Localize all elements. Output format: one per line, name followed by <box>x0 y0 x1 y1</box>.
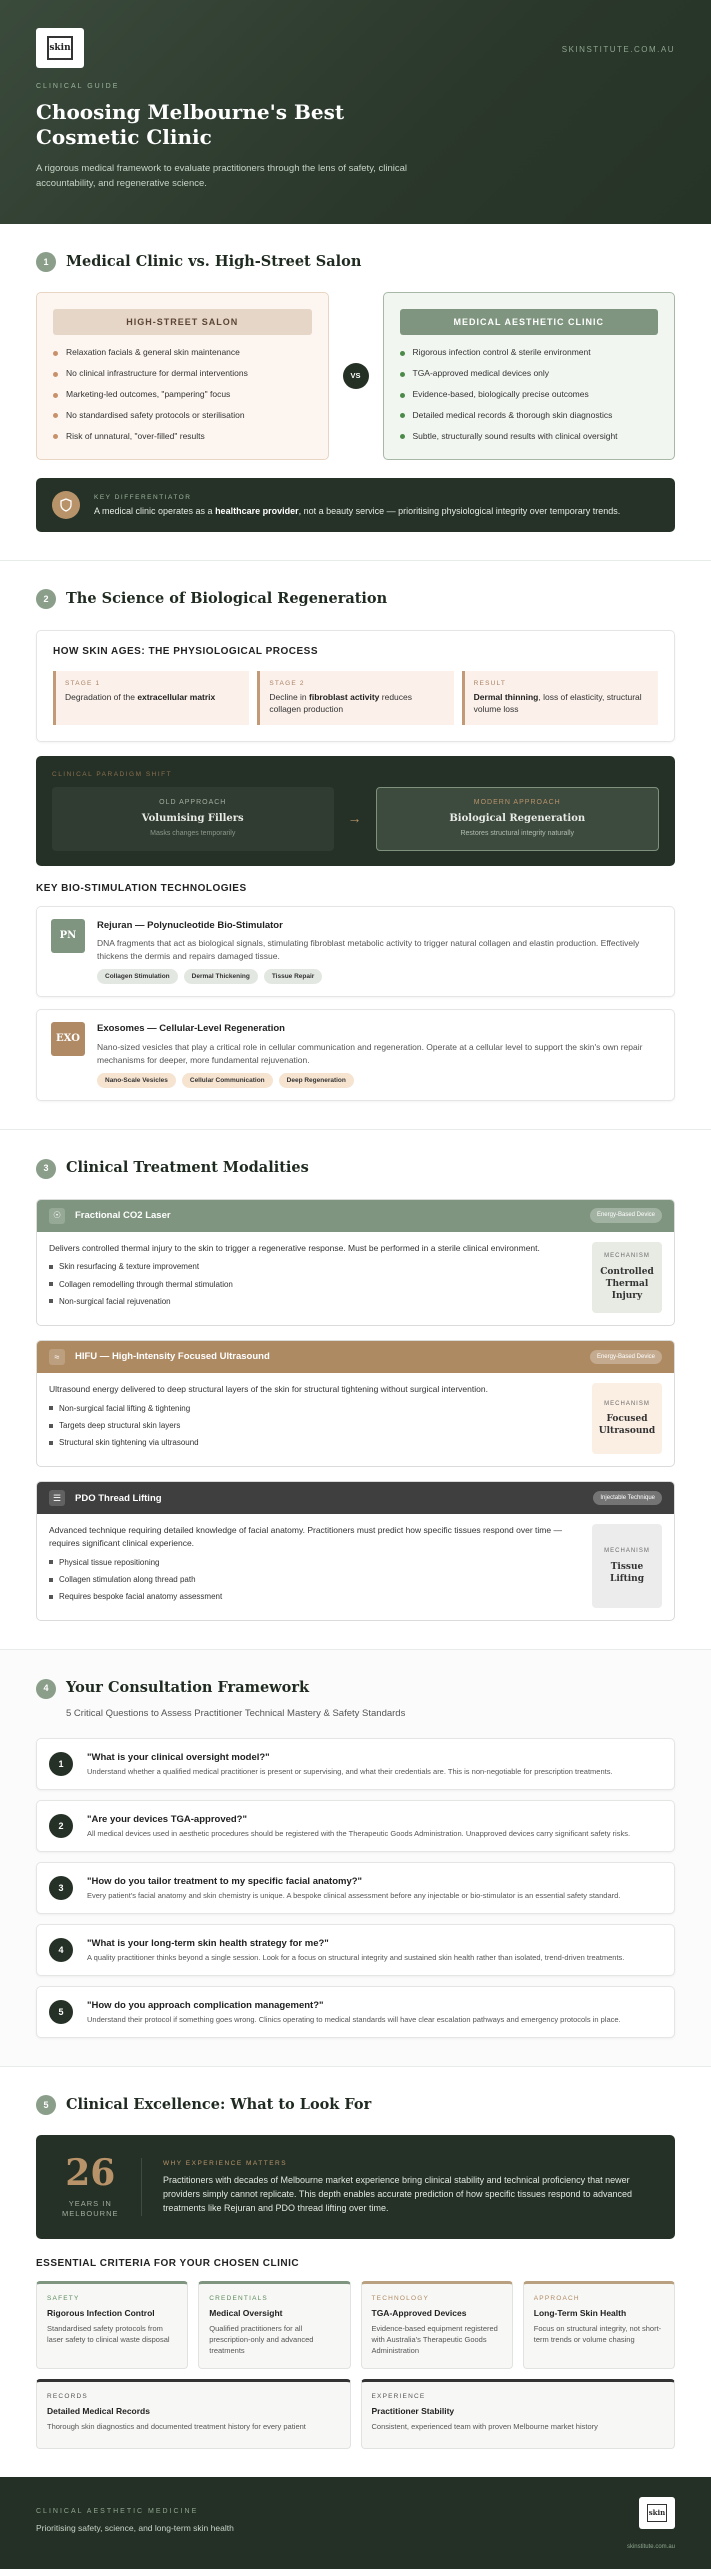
criteria-card: EXPERIENCE Practitioner Stability Consistent, experienced team with proven Melbourne market history <box>361 2379 676 2449</box>
salon-card-header: HIGH-STREET SALON <box>53 309 312 335</box>
question-number: 4 <box>49 1938 73 1962</box>
question-card: 1 "What is your clinical oversight model?" Understand whether a qualified medical practitioner is present or supervising, and what their credentials are. This is non-negotiable for prescription treatments. <box>36 1738 675 1790</box>
page-footer <box>0 2477 711 2569</box>
criteria-card: TECHNOLOGY TGA-Approved Devices Evidence-based equipment registered with Australia's Therapeutic Goods Administration <box>361 2281 513 2369</box>
criteria-heading: ESSENTIAL CRITERIA FOR YOUR CHOSEN CLINIC <box>36 2258 300 2270</box>
list-item: Physical tissue repositioning <box>49 1557 578 1568</box>
bullet-dot-icon <box>400 351 405 356</box>
list-item: Rigorous infection control & sterile environment <box>400 347 659 359</box>
criteria-card: RECORDS Detailed Medical Records Thorough skin diagnostics and documented treatment history for every patient <box>36 2379 351 2449</box>
mechanism-box: MECHANISM Tissue Lifting <box>592 1524 662 1608</box>
bullet-dot-icon <box>400 413 405 418</box>
modality-card-co2 <box>36 1199 675 1326</box>
pn-badge-icon: PN <box>51 919 85 953</box>
list-item: Skin resurfacing & texture improvement <box>49 1261 578 1272</box>
question-card: 4 "What is your long-term skin health strategy for me?" A quality practitioner thinks beyond a single session. Look for a focus on structural integrity and sustained skin health rather than isolated, trend-driven treatments. <box>36 1924 675 1976</box>
differentiator-text: A medical clinic operates as a healthcare provider, not a beauty service — prioritising physiological integrity over temporary trends. <box>94 506 621 517</box>
modality-title: Fractional CO2 Laser <box>75 1210 171 1222</box>
criteria-card: APPROACH Long-Term Skin Health Focus on structural integrity, not short-term trends or volume chasing <box>523 2281 675 2369</box>
list-item: Relaxation facials & general skin maintenance <box>53 347 312 359</box>
old-approach-card: OLD APPROACH Volumising Fillers Masks changes temporarily <box>52 787 334 851</box>
footer-logo[interactable] <box>639 2497 675 2529</box>
mechanism-box: MECHANISM Controlled Thermal Injury <box>592 1242 662 1313</box>
modality-pill: Injectable Technique <box>593 1491 662 1505</box>
section-number: 5 <box>36 2095 56 2115</box>
modality-desc: Delivers controlled thermal injury to the skin to trigger a regenerative response. Must be performed in a sterile clinical environment. <box>49 1242 540 1253</box>
stage-card: STAGE 1 Degradation of the extracellular matrix <box>53 671 249 725</box>
list-item: Collagen remodelling through thermal stimulation <box>49 1279 578 1290</box>
why-text: Practitioners with decades of Melbourne market experience bring clinical stability and technical proficiency that newer providers simply cannot replicate. This depth enables accurate prediction of how specific tissues respond to advanced treatments like Rejuran and PDO thread lifting over time. <box>162 2174 633 2213</box>
section-clinic-vs-salon <box>0 224 711 561</box>
criteria-card: SAFETY Rigorous Infection Control Standardised safety protocols from laser safety to clinical waste disposal <box>36 2281 188 2369</box>
criteria-card: CREDENTIALS Medical Oversight Qualified practitioners for all prescription-only and advanced treatments <box>198 2281 350 2369</box>
bullet-dot-icon <box>400 434 405 439</box>
list-item: Non-surgical facial lifting & tightening <box>49 1403 578 1414</box>
hero-eyebrow: CLINICAL GUIDE <box>36 83 120 90</box>
tech-desc: Nano-sized vesicles that play a critical role in cellular communication and regeneration. Operate at a cellular level to support the skin's own repair mechanisms for deeper, more fundamental rejuvenation. <box>97 1041 643 1065</box>
experience-panel <box>36 2135 675 2239</box>
site-url[interactable]: SKINSTITUTE.COM.AU <box>561 45 675 54</box>
list-item: No clinical infrastructure for dermal interventions <box>53 368 312 380</box>
section-number: 1 <box>36 252 56 272</box>
tag-pill: Tissue Repair <box>264 969 323 984</box>
question-card: 2 "Are your devices TGA-approved?" All medical devices used in aesthetic procedures should be registered with the Therapeutic Goods Administration. Unapproved devices carry significant safety risks. <box>36 1800 675 1852</box>
footer-site-link[interactable]: skinstitute.com.au <box>626 2544 675 2551</box>
modality-card-pdo <box>36 1481 675 1621</box>
list-item: Requires bespoke facial anatomy assessment <box>49 1591 578 1602</box>
bullet-dot-icon <box>53 351 58 356</box>
modality-card-hifu <box>36 1340 675 1467</box>
brand-logo[interactable] <box>36 28 84 68</box>
section-biological-regeneration <box>0 561 711 1130</box>
list-item: Detailed medical records & thorough skin diagnostics <box>400 410 659 422</box>
list-item: Subtle, structurally sound results with clinical oversight <box>400 431 659 443</box>
section-title: Clinical Excellence: What to Look For <box>66 2095 372 2113</box>
section-treatment-modalities <box>0 1130 711 1650</box>
bullet-dot-icon <box>400 393 405 398</box>
tech-title: Rejuran — Polynucleotide Bio-Stimulator <box>97 919 283 931</box>
salon-card <box>36 292 329 460</box>
question-number: 2 <box>49 1814 73 1838</box>
section-number: 2 <box>36 589 56 609</box>
question-card: 3 "How do you tailor treatment to my specific facial anatomy?" Every patient's facial anatomy and skin chemistry is unique. A bespoke clinical assessment before any injectable or bio-stimulator is an essential safety standard. <box>36 1862 675 1914</box>
list-item: No standardised safety protocols or sterilisation <box>53 410 312 422</box>
bullet-dot-icon <box>53 372 58 377</box>
list-item: Structural skin tightening via ultrasound <box>49 1437 578 1448</box>
years-stat: 26 <box>65 2151 116 2194</box>
modality-desc: Ultrasound energy delivered to deep structural layers of the skin for structural tightening without surgical intervention. <box>49 1383 488 1394</box>
section-number: 3 <box>36 1159 56 1179</box>
list-item: Evidence-based, biologically precise outcomes <box>400 389 659 401</box>
stage-card: RESULT Dermal thinning, loss of elasticity, structural volume loss <box>462 671 658 725</box>
list-item: Targets deep structural skin layers <box>49 1420 578 1431</box>
wave-icon: ≈ <box>49 1349 65 1365</box>
thread-icon: ☰ <box>49 1490 65 1506</box>
tag-pill: Collagen Stimulation <box>97 969 178 984</box>
differentiator-label: KEY DIFFERENTIATOR <box>94 493 192 501</box>
shield-icon <box>52 491 80 519</box>
tech-title: Exosomes — Cellular-Level Regeneration <box>97 1023 285 1035</box>
bullet-dot-icon <box>53 413 58 418</box>
tech-card-exosomes <box>36 1009 675 1101</box>
tech-desc: DNA fragments that act as biological signals, stimulating fibroblast metabolic activity to trigger natural collagen and elastin production. Effectively thickens the dermis and repairs damaged tissue. <box>97 937 640 961</box>
list-item: TGA-approved medical devices only <box>400 368 659 380</box>
modality-pill: Energy-Based Device <box>590 1208 662 1222</box>
modality-title: HIFU — High-Intensity Focused Ultrasound <box>75 1351 270 1363</box>
hero-header <box>0 0 711 224</box>
question-card: 5 "How do you approach complication management?" Understand their protocol if something goes wrong. Clinics operating to medical standards will have clear escalation pathways and emergency protocols in place. <box>36 1986 675 2038</box>
question-number: 3 <box>49 1876 73 1900</box>
logo-mark: skin <box>647 2504 667 2522</box>
list-item: Collagen stimulation along thread path <box>49 1574 578 1585</box>
modern-approach-card: MODERN APPROACH Biological Regeneration Restores structural integrity naturally <box>376 787 660 851</box>
years-caption: YEARS IN MELBOURNE <box>62 2198 119 2219</box>
tag-pill: Deep Regeneration <box>279 1073 354 1088</box>
question-number: 5 <box>49 2000 73 2024</box>
tech-card-rejuran <box>36 906 675 998</box>
section-title: Clinical Treatment Modalities <box>66 1159 309 1177</box>
tag-pill: Dermal Thickening <box>184 969 258 984</box>
section-number: 4 <box>36 1679 56 1699</box>
hero-subtitle: A rigorous medical framework to evaluate practitioners through the lens of safety, clinical accountability, and regenerative science. <box>36 162 408 189</box>
list-item: Marketing-led outcomes, "pampering" focus <box>53 389 312 401</box>
footer-tagline: Prioritising safety, science, and long-term skin health <box>36 2523 234 2534</box>
clinic-card <box>383 292 676 460</box>
aging-title: HOW SKIN AGES: THE PHYSIOLOGICAL PROCESS <box>53 645 319 657</box>
tech-subheading: KEY BIO-STIMULATION TECHNOLOGIES <box>36 882 247 894</box>
tag-pill: Nano-Scale Vesicles <box>97 1073 176 1088</box>
skin-aging-card <box>36 630 675 742</box>
section-clinical-excellence <box>0 2067 711 2477</box>
list-item: Non-surgical facial rejuvenation <box>49 1296 578 1307</box>
footer-label: CLINICAL AESTHETIC MEDICINE <box>36 2508 199 2516</box>
bullet-dot-icon <box>53 434 58 439</box>
section-title: Medical Clinic vs. High-Street Salon <box>66 253 362 270</box>
modality-desc: Advanced technique requiring detailed knowledge of facial anatomy. Practitioners must predict how specific tissues respond over time — requires significant clinical experience. <box>49 1525 562 1549</box>
vs-badge: VS <box>343 363 369 389</box>
clinic-card-header: MEDICAL AESTHETIC CLINIC <box>400 309 659 335</box>
key-differentiator-banner <box>36 478 675 532</box>
logo-mark: skin <box>47 36 73 60</box>
section-consultation-framework <box>0 1650 711 2067</box>
section-title: The Science of Biological Regeneration <box>66 590 388 608</box>
question-number: 1 <box>49 1752 73 1776</box>
why-label: WHY EXPERIENCE MATTERS <box>162 2159 288 2167</box>
modality-title: PDO Thread Lifting <box>75 1492 162 1504</box>
section-subtitle: 5 Critical Questions to Assess Practitioner Technical Mastery & Safety Standards <box>66 1707 406 1719</box>
list-item: Risk of unnatural, "over-filled" results <box>53 431 312 443</box>
page-title: Choosing Melbourne's Best Cosmetic Clinic <box>36 99 345 149</box>
tag-pill: Cellular Communication <box>182 1073 273 1088</box>
arrow-right-icon: → <box>347 809 362 826</box>
paradigm-shift-panel <box>36 756 675 866</box>
exo-badge-icon: EXO <box>51 1022 85 1056</box>
bullet-dot-icon <box>53 393 58 398</box>
bullet-dot-icon <box>400 372 405 377</box>
section-title: Your Consultation Framework <box>66 1679 310 1697</box>
sun-icon: ☉ <box>49 1208 65 1224</box>
modality-pill: Energy-Based Device <box>590 1350 662 1364</box>
stage-card: STAGE 2 Decline in fibroblast activity reduces collagen production <box>257 671 453 725</box>
shift-label: CLINICAL PARADIGM SHIFT <box>52 770 173 778</box>
mechanism-box: MECHANISM Focused Ultrasound <box>592 1383 662 1454</box>
